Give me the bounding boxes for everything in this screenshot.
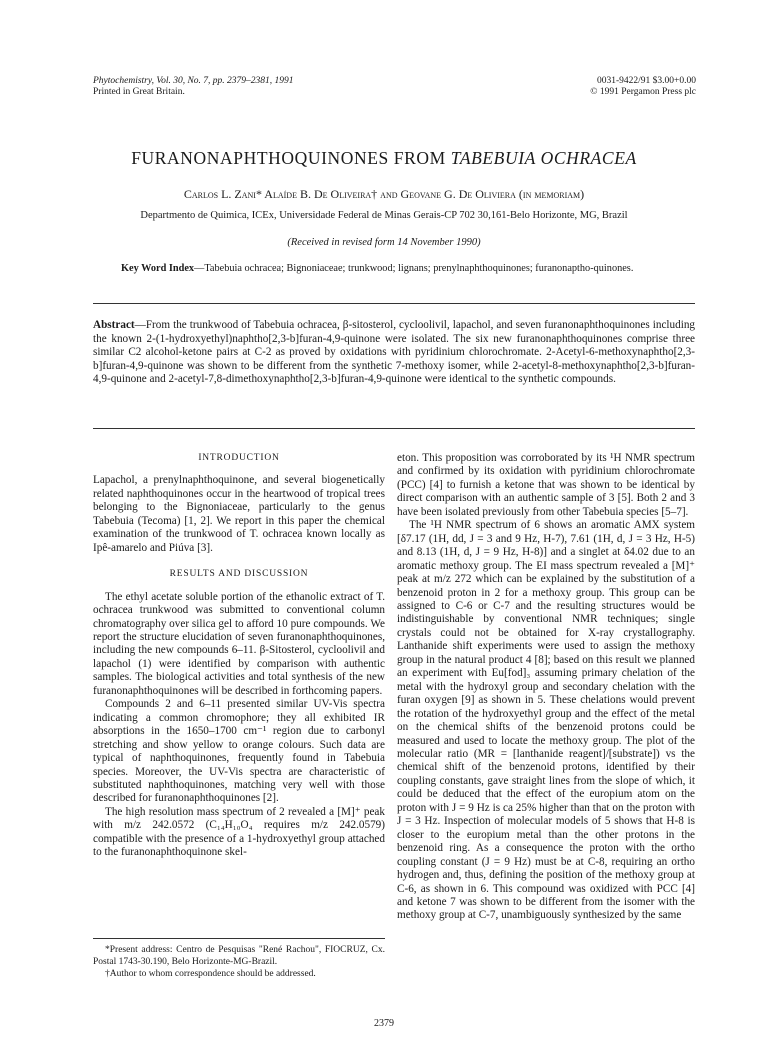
- abstract-text: —From the trunkwood of Tabebuia ochracea, β-sitosterol, cycloolivil, lapachol, and seven furanonaphthoquinones including the known 2-(1-hydroxyethyl)naphtho[2,3-b]furan-4,9-quinone were isolated. The six new furanonaphthoquinones comprise three similar C2 alcohol-ketone pairs at C-2 as proved by oxidations with pyridinium chlorochromate. 2-Acetyl-6-methoxynaphtho[2,3-b]furan-4,9-quinone was shown to be different from the synthetic 7-methoxy isomer, while 2-acetyl-8-methoxynaphtho[2,3-b]furan-4,9-quinone and 2-acetyl-7,8-dimethoxynaphtho[2,3-b]furan-4,9-quinone were identical to the synthetic compounds.: [93, 319, 695, 386]
- introduction-heading: INTRODUCTION: [198, 453, 280, 463]
- right-paragraph-1: eton. This proposition was corroborated by its ¹H NMR spectrum and confirmed by its oxidation with pyridinium chlorochromate (PCC) [4] to furnish a ketone that was shown to be identical by direct comparison with an authentic sample of 3 [5]. Both 2 and 3 have been isolated previously from other Tabebuia species [5–7].: [397, 452, 695, 518]
- authors: Carlos L. Zani* Alaíde B. De Oliveira† and Geovane G. De Oliviera (in memoriam): [183, 187, 585, 201]
- footnote-rule: [93, 938, 385, 939]
- keywords: [121, 262, 669, 276]
- abstract-label: Abstract: [93, 319, 135, 331]
- journal-header: [93, 76, 294, 98]
- left-column: [93, 452, 385, 860]
- affiliation: Departmento de Quimica, ICEx, Universidade Federal de Minas Gerais-CP 702 30,161-Belo Horizonte, MG, Brazil: [140, 210, 628, 221]
- keywords-text: —Tabebuia ochracea; Bignoniaceae; trunkwood; lignans; prenylnaphthoquinones; furanonaptho-quinones.: [194, 263, 634, 274]
- right-paragraph-2: The ¹H NMR spectrum of 6 shows an aromatic AMX system [δ7.17 (1H, dd, J = 3 and 9 Hz, H-7), 7.61 (1H, d, J = 3 Hz, H-5) and 8.13 (1H, d, J = 9 Hz, H-8)] and a singlet at δ4.02 due to an aromatic methoxy group. The EI mass spectrum revealed a [M]⁺ peak at m/z 272 which can be explained by the substitution of a benzenoid proton in 2 for a methoxy group. This group can be assigned to C-6 or C-7 and the resulting structures would be indistinguishable by conventional NMR techniques; single crystals could not be obtained for X-ray crystallography. Lanthanide shift experiments were used to assign the methoxy group in the natural product 4 [8]; based on this result we planned an experiment with Eu[fod]₃ assuming primary chelation of the metal with the hydroxyl group and secondary chelation with the furan oxygen [9] as shown in 5. These chelations would prevent the rotation of the hydroxyethyl group and the effect of the metal on the chemical shifts of the benzenoid protons could be measured and used to locate the methoxy group. The plot of the molecular ratio (MR = [lanthanide reagent]/[substrate]) vs the chemical shift of the benzenoid protons, identified by their coupling constants, gave straight lines from the slope of which, it could be deduced that the effect of the europium atom on the proton with J = 9 Hz is ca 25% higher than that on the proton with J = 3 Hz. Inspection of molecular models of 5 shows that H-8 is closer to the europium metal than the other protons in the benzenoid ring. As a consequence the proton with the ortho coupling constant (J = 9 Hz) must be at C-8, requiring an ortho hydrogen and, thus, defining the position of the methoxy group at C-6, as shown in 6. This compound was oxidized with PCC [4] and ketone 7 was shown to be different from the isomer with the methoxy group at C-7, unambiguously synthesized by the same: [397, 519, 695, 922]
- footnote-address: *Present address: Centro de Pesquisas "René Rachou", FIOCRUZ, Cx. Postal 1743-30.190, Belo Horizonte-MG-Brazil.: [93, 945, 385, 967]
- results-paragraph-3: The high resolution mass spectrum of 2 revealed a [M]⁺ peak with m/z 242.0572 (C₁₄H₁₀O₄ requires m/z 242.0579) compatible with the presence of a 1-hydroxyethyl group attached to the furanonaphthoquinone skel-: [93, 805, 385, 859]
- printed-location: Printed in Great Britain.: [93, 87, 185, 97]
- abstract-bottom-rule: [93, 428, 695, 429]
- right-column: [397, 452, 695, 923]
- copyright-header: [590, 76, 696, 98]
- paper-title: [0, 148, 768, 169]
- copyright-line: © 1991 Pergamon Press plc: [590, 87, 696, 97]
- abstract-top-rule: [93, 303, 695, 304]
- results-heading: RESULTS AND DISCUSSION: [169, 569, 309, 580]
- abstract: [93, 319, 695, 387]
- results-paragraph-1: The ethyl acetate soluble portion of the ethanolic extract of T. ochracea trunkwood was submitted to conventional column chromatography over silica gel to afford 10 pure compounds. We report the structure elucidation of seven furanonaphthoquinones, including the new compounds 6–11. β-Sitosterol, cycloolivil and lapachol (1) were identified by comparison with authentic samples. The biological activities and total synthesis of the new furanonaphthoquinones will be described in forthcoming papers.: [93, 590, 385, 697]
- results-paragraph-2: Compounds 2 and 6–11 presented similar UV-Vis spectra indicating a common chromophore; they all exhibited IR absorptions in the 1650–1700 cm⁻¹ region due to carbonyl stretching and show yellow to orange colours. Such data are typical of naphthoquinones, frequently found in Tabebuia species. Moreover, the UV-Vis spectra are characteristic of substituted naphthoquinones, matching very well with those described for furanonaphthoquinones [2].: [93, 698, 385, 805]
- issn-price: 0031-9422/91 $3.00+0.00: [596, 76, 696, 86]
- intro-paragraph: Lapachol, a prenylnaphthoquinone, and several biogenetically related naphthoquinones occur in the heartwood of tropical trees belonging to the Bignoniaceae, particularly to the genus Tabebuia (Tecoma) [1, 2]. We report in this paper the chemical examination of the trunkwood of T. ochracea known locally as Ipê-amarelo and Piúva [3].: [93, 474, 385, 554]
- title-italic: TABEBUIA OCHRACEA: [450, 148, 637, 168]
- footnotes: [93, 944, 385, 980]
- title-main: FURANONAPHTHOQUINONES FROM: [131, 148, 451, 168]
- journal-citation: Phytochemistry, Vol. 30, No. 7, pp. 2379–2381, 1991: [93, 76, 294, 86]
- page-number: 2379: [374, 1018, 394, 1029]
- keywords-label: Key Word Index: [121, 263, 195, 274]
- received-date: (Received in revised form 14 November 1990): [287, 237, 481, 248]
- footnote-correspondence: †Author to whom correspondence should be addressed.: [105, 969, 316, 979]
